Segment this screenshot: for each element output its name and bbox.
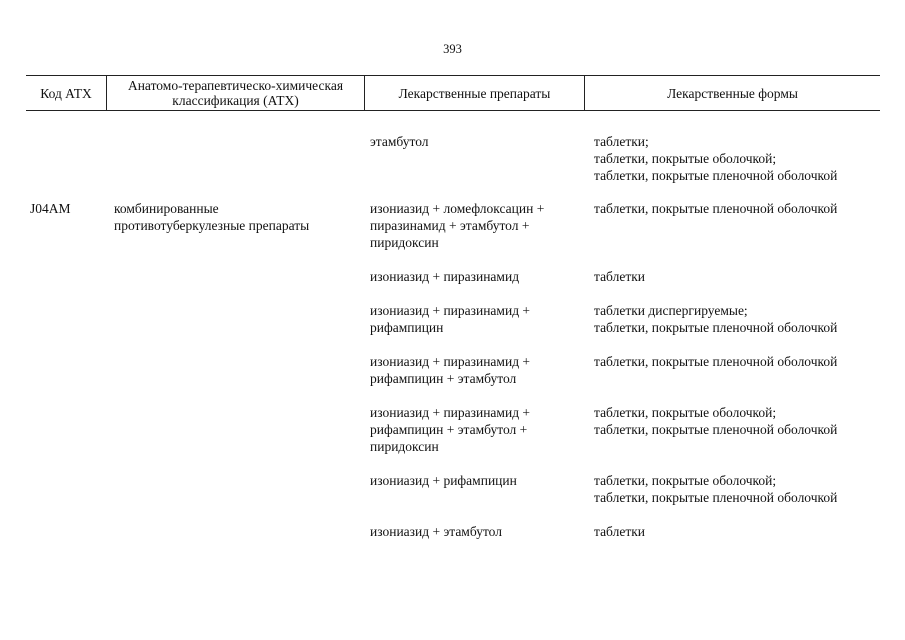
drug-name-line: изониазид + ломефлоксацин + (370, 201, 545, 216)
drug-name (370, 200, 594, 251)
dosage-form (594, 353, 880, 387)
header-drugs: Лекарственные препараты (398, 85, 551, 101)
atc-table (26, 75, 880, 539)
table-row (370, 472, 880, 506)
drug-name-line: пиридоксин (370, 235, 439, 250)
drug-rows (370, 133, 880, 540)
dosage-form-line: таблетки (594, 269, 646, 284)
group-code: J04AM (30, 201, 71, 216)
drug-name-line: рифампицин + этамбутол (370, 371, 517, 386)
drug-name-line: рифампицин (370, 320, 444, 335)
drug-name (370, 268, 594, 285)
page-number: 393 (443, 42, 462, 56)
drug-name (370, 302, 594, 336)
header-classification-line: Анатомо-терапевтическо-химическая (127, 78, 344, 93)
drug-name-line: изониазид + пиразинамид + (370, 354, 531, 369)
header-classification-line: классификация (АТХ) (172, 93, 299, 108)
drug-name-line: пиразинамид + этамбутол + (370, 218, 530, 233)
drug-name-line: изониазид + пиразинамид + (370, 303, 531, 318)
dosage-form-line: таблетки, покрытые пленочной оболочкой (594, 490, 838, 505)
table-row (370, 404, 880, 455)
header-code: Код АТХ (40, 85, 92, 101)
drug-name-line: изониазид + этамбутол (370, 524, 502, 539)
drug-name-line: этамбутол (370, 134, 429, 149)
dosage-form-line: таблетки, покрытые пленочной оболочкой (594, 320, 838, 335)
dosage-form (594, 302, 880, 336)
group-classification (114, 200, 359, 234)
header-forms: Лекарственные формы (667, 85, 798, 101)
drug-name-line: изониазид + пиразинамид (370, 269, 520, 284)
drug-name-line: пиридоксин (370, 439, 439, 454)
drug-name-line: изониазид + рифампицин (370, 473, 517, 488)
drug-name (370, 404, 594, 455)
dosage-form-line: таблетки, покрытые оболочкой; (594, 405, 777, 420)
header-classification (107, 76, 364, 110)
dosage-form-line: таблетки, покрытые пленочной оболочкой (594, 168, 838, 183)
table-row (370, 200, 880, 251)
drug-name (370, 523, 594, 540)
table-row (370, 268, 880, 285)
drug-name (370, 353, 594, 387)
drug-name-line: изониазид + пиразинамид + (370, 405, 531, 420)
drug-name-line: рифампицин + этамбутол + (370, 422, 528, 437)
table-row (370, 133, 880, 184)
group-classification-line: противотуберкулезные препараты (114, 218, 310, 233)
table-header (26, 75, 880, 111)
dosage-form-line: таблетки, покрытые пленочной оболочкой (594, 422, 838, 437)
drug-name (370, 133, 594, 184)
dosage-form-line: таблетки, покрытые пленочной оболочкой (594, 201, 838, 216)
dosage-form-line: таблетки (594, 524, 646, 539)
table-row (370, 523, 880, 540)
dosage-form (594, 268, 880, 285)
dosage-form (594, 472, 880, 506)
dosage-form-line: таблетки, покрытые оболочкой; (594, 473, 777, 488)
dosage-form (594, 133, 880, 184)
dosage-form (594, 200, 880, 251)
dosage-form (594, 404, 880, 455)
dosage-form (594, 523, 880, 540)
dosage-form-line: таблетки диспергируемые; (594, 303, 748, 318)
table-row (370, 353, 880, 387)
group-classification-line: комбинированные (114, 201, 219, 216)
dosage-form-line: таблетки; (594, 134, 649, 149)
dosage-form-line: таблетки, покрытые пленочной оболочкой (594, 354, 838, 369)
drug-name (370, 472, 594, 506)
table-row (370, 302, 880, 336)
dosage-form-line: таблетки, покрытые оболочкой; (594, 151, 777, 166)
